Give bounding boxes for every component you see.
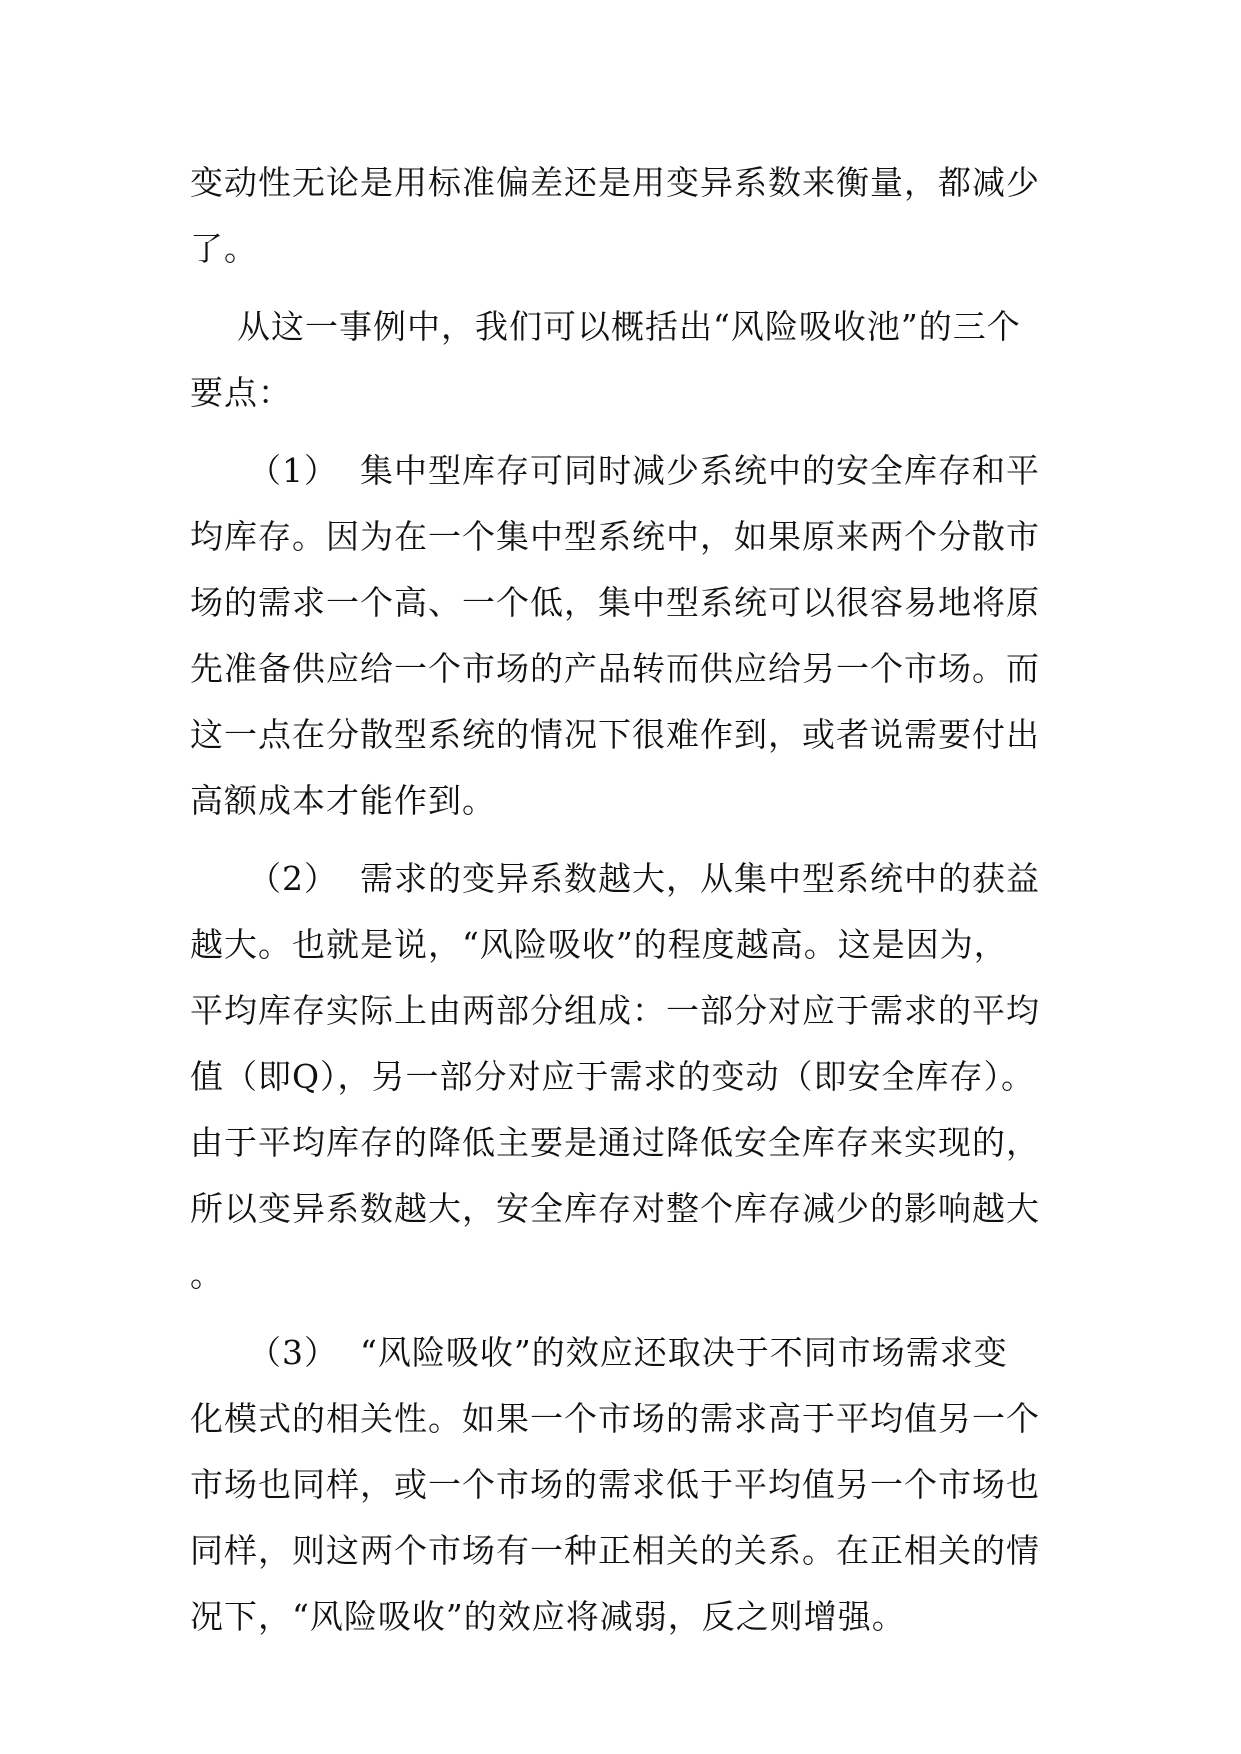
item3-line-2: 化模式的相关性。如果一个市场的需求高于平均值另一个 xyxy=(190,1399,1040,1438)
item1-line-3: 场的需求一个高、一个低，集中型系统可以很容易地将原 xyxy=(190,583,1040,622)
para1-line-1: 变动性无论是用标准偏差还是用变异系数来衡量，都减少 xyxy=(190,163,1040,202)
para2-line-2: 要点： xyxy=(190,373,292,412)
item1-line-2: 均库存。因为在一个集中型系统中，如果原来两个分散市 xyxy=(190,517,1040,556)
item2-line-3: 平均库存实际上由两部分组成：一部分对应于需求的平均 xyxy=(190,991,1040,1030)
item3-first-text: “风险吸收”的效应还取决于不同市场需求变 xyxy=(360,1333,1008,1372)
item2-first-line xyxy=(190,846,1060,912)
document-page xyxy=(190,150,1060,1650)
para1-line-2: 了。 xyxy=(190,229,258,268)
item1-first-line xyxy=(190,438,1060,504)
item3-line-4: 同样，则这两个市场有一种正相关的关系。在正相关的情 xyxy=(190,1531,1040,1570)
item1-line-4: 先准备供应给一个市场的产品转而供应给另一个市场。而 xyxy=(190,649,1040,688)
item2-number: （2） xyxy=(248,859,338,898)
item1-line-6: 高额成本才能作到。 xyxy=(190,781,496,820)
item3-first-line xyxy=(190,1320,1060,1386)
item2-first-text: 需求的变异系数越大，从集中型系统中的获益 xyxy=(360,859,1040,898)
item1-line-5: 这一点在分散型系统的情况下很难作到，或者说需要付出 xyxy=(190,715,1040,754)
item2-line-7: 。 xyxy=(190,1255,224,1294)
item3-line-3: 市场也同样，或一个市场的需求低于平均值另一个市场也 xyxy=(190,1465,1040,1504)
item2-line-2: 越大。也就是说，“风险吸收”的程度越高。这是因为， xyxy=(190,925,1008,964)
item1-first-text: 集中型库存可同时减少系统中的安全库存和平 xyxy=(360,451,1040,490)
item2-line-5: 由于平均库存的降低主要是通过降低安全库存来实现的， xyxy=(190,1123,1040,1162)
item3-line-5: 况下，“风险吸收”的效应将减弱，反之则增强。 xyxy=(190,1597,906,1636)
item2-line-4: 值（即Q），另一部分对应于需求的变动（即安全库存）。 xyxy=(190,1057,1036,1096)
item3-number: （3） xyxy=(248,1333,338,1372)
item2-line-6: 所以变异系数越大，安全库存对整个库存减少的影响越大 xyxy=(190,1189,1040,1228)
para2-line-1: 从这一事例中，我们可以概括出“风险吸收池”的三个 xyxy=(237,307,1021,346)
item1-number: （1） xyxy=(248,451,338,490)
